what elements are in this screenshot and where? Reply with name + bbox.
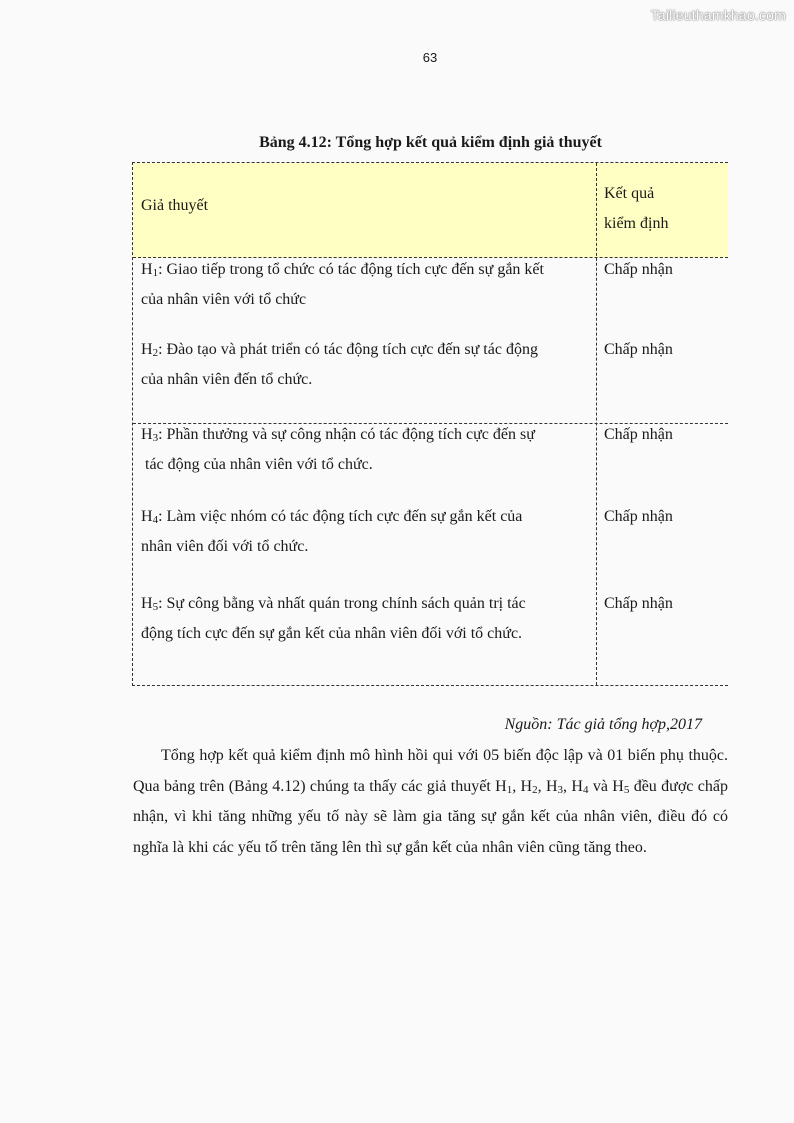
h2-line2: của nhân viên đến tổ chức.: [141, 371, 313, 388]
h4-label: H: [141, 508, 153, 525]
table-row-h5-text: [141, 589, 589, 649]
h5-result: Chấp nhận: [604, 595, 673, 612]
h3-line1: : Phần thưởng và sự công nhận có tác động tích cực đến sự: [158, 426, 535, 443]
h3-sub: 3: [152, 432, 159, 444]
table-source: Nguồn: Tác giả tổng hợp,2017: [504, 716, 702, 733]
h1-line1: : Giao tiếp trong tổ chức có tác động tích cực đến sự gắn kết: [158, 261, 544, 278]
h4-result: Chấp nhận: [604, 508, 673, 525]
watermark: Tailieuthamkhao.com: [650, 7, 786, 23]
table-row-h3-text: [141, 420, 589, 480]
h4-sub: 4: [152, 514, 159, 526]
table-header: [133, 163, 728, 258]
h3-result: Chấp nhận: [604, 426, 673, 443]
h2-label: H: [141, 341, 153, 358]
h2-result: Chấp nhận: [604, 341, 673, 358]
h3-line2: tác động của nhân viên với tổ chức.: [141, 456, 373, 473]
h5-line2: động tích cực đến sự gắn kết của nhân viên đối với tổ chức.: [141, 625, 523, 642]
page-number: 63: [422, 50, 438, 65]
h5-sub: 5: [152, 601, 159, 613]
para-sub5: 5: [623, 783, 630, 796]
h5-label: H: [141, 595, 153, 612]
para-sub3: 3: [557, 783, 564, 796]
h2-line1: : Đào tạo và phát triển có tác động tích cực đến sự tác động: [158, 341, 538, 358]
h5-line1: : Sự công bằng và nhất quán trong chính sách quản trị tác: [158, 595, 526, 612]
h1-sub: 1: [152, 267, 159, 279]
hypothesis-table: [132, 162, 728, 686]
table-caption: Bảng 4.12: Tổng hợp kết quả kiểm định giả thuyết: [259, 134, 602, 151]
header-result-line1: Kết quả: [604, 185, 655, 202]
h1-line2: của nhân viên với tổ chức: [141, 291, 307, 308]
para-c3: , H: [563, 777, 583, 795]
para-sub4: 4: [582, 783, 589, 796]
para-sub1: 1: [506, 783, 513, 796]
h4-line2: nhân viên đối với tổ chức.: [141, 538, 309, 555]
header-result-line2: kiểm định: [604, 215, 669, 232]
column-divider: [596, 163, 597, 685]
para-sub2: 2: [532, 783, 538, 796]
header-hypothesis: Giả thuyết: [141, 197, 209, 214]
para-part2: đều được chấp nhận, vì khi tăng những yếu tố này sẽ làm gia tăng sự gắn kết của nhân viên, điều đó có nghĩa là khi các yếu tố trên tăng lên thì sự gắn kết của nhân viên cũng tăng theo.: [133, 777, 728, 856]
h3-label: H: [141, 426, 153, 443]
table-row-h4-text: [141, 502, 589, 562]
table-row-h2-text: [141, 335, 589, 395]
para-part1: Tổng hợp kết quả kiểm định mô hình hồi qui với 05 biến độc lập và 01 biến phụ thuộc. Qua bảng trên (Bảng 4.12) chúng ta thấy các giả thuyết H: [133, 747, 728, 795]
para-c1: , H: [512, 777, 533, 795]
h2-sub: 2: [152, 347, 159, 359]
header-result: [604, 179, 724, 239]
table-row-h1-text: [141, 255, 589, 315]
h1-label: H: [141, 261, 153, 278]
h4-line1: : Làm việc nhóm có tác động tích cực đến sự gắn kết của: [158, 508, 523, 525]
h1-result: Chấp nhận: [604, 261, 673, 278]
summary-paragraph: [133, 741, 728, 863]
para-c2: , H: [537, 777, 558, 795]
para-c4: và H: [588, 777, 624, 795]
